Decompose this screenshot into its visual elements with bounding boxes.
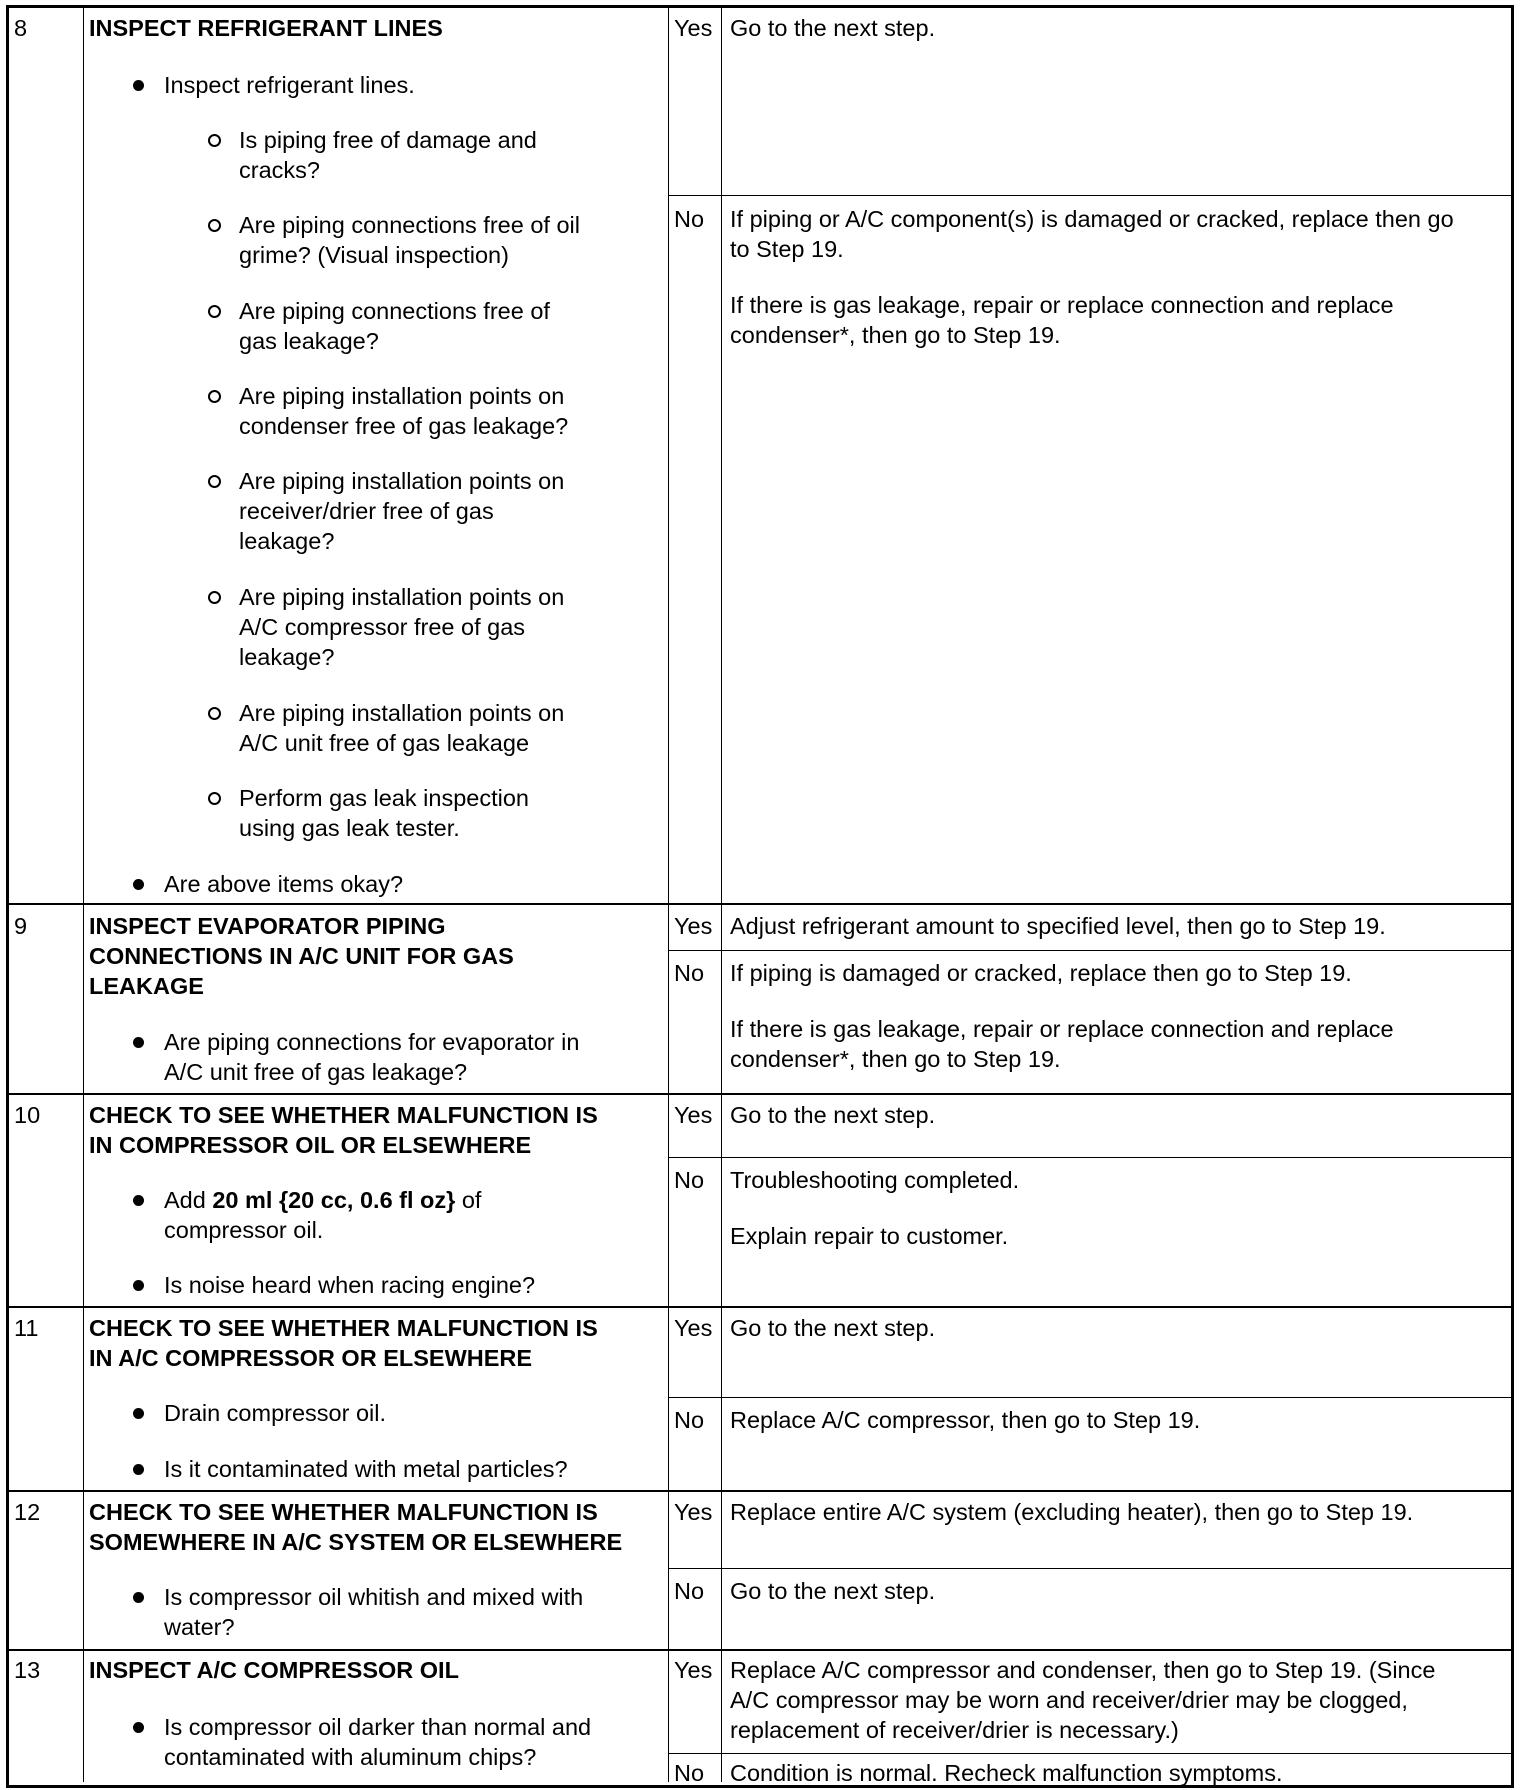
action-text: condenser*, then go to Step 19. xyxy=(730,1046,1061,1072)
step-title: CHECK TO SEE WHETHER MALFUNCTION IS xyxy=(89,1315,598,1341)
item-text: receiver/drier free of gas xyxy=(239,498,494,524)
item-text: Are piping connections for evaporator in xyxy=(164,1029,580,1055)
item-text: Is compressor oil whitish and mixed with xyxy=(164,1584,584,1610)
sub-bullet-icon xyxy=(208,475,221,488)
item-text: grime? (Visual inspection) xyxy=(239,242,509,268)
bullet-icon xyxy=(133,1408,144,1419)
step-title: INSPECT REFRIGERANT LINES xyxy=(89,15,443,41)
item-text-emphasis: 20 ml {20 cc, 0.6 fl oz} xyxy=(212,1187,456,1213)
action-text: A/C compressor may be worn and receiver/drier may be clogged, xyxy=(730,1687,1408,1713)
action-text: If there is gas leakage, repair or replace connection and replace xyxy=(730,292,1394,318)
item-text-segment: of xyxy=(455,1187,482,1213)
step-number: 8 xyxy=(14,15,28,41)
item-text: Are piping installation points on xyxy=(239,700,565,726)
outcome-divider xyxy=(668,950,1511,951)
step-title: CONNECTIONS IN A/C UNIT FOR GAS xyxy=(89,943,514,969)
bullet-icon xyxy=(133,1592,144,1603)
row-divider xyxy=(9,1649,1511,1651)
answer-label: No xyxy=(674,206,705,232)
sub-bullet-icon xyxy=(208,390,221,403)
bullet-icon xyxy=(133,1464,144,1475)
answer-label: No xyxy=(674,1760,705,1786)
item-text: Are piping installation points on xyxy=(239,383,565,409)
item-text: condenser free of gas leakage? xyxy=(239,413,569,439)
action-text: Replace entire A/C system (excluding heater), then go to Step 19. xyxy=(730,1499,1414,1525)
step-number: 10 xyxy=(14,1102,41,1128)
item-text: water? xyxy=(164,1614,235,1640)
outcome-divider xyxy=(668,1568,1511,1569)
item-text: Is it contaminated with metal particles? xyxy=(164,1456,568,1482)
answer-label: Yes xyxy=(674,1315,713,1341)
step-title: SOMEWHERE IN A/C SYSTEM OR ELSEWHERE xyxy=(89,1529,623,1555)
item-text: Is noise heard when racing engine? xyxy=(164,1272,536,1298)
row-divider xyxy=(9,1306,1511,1308)
sub-bullet-icon xyxy=(208,707,221,720)
answer-label: Yes xyxy=(674,1102,713,1128)
item-text: contaminated with aluminum chips? xyxy=(164,1744,537,1770)
sub-bullet-icon xyxy=(208,134,221,147)
action-text: Go to the next step. xyxy=(730,1315,936,1341)
item-text-segment: Add xyxy=(164,1187,213,1213)
outcome-divider xyxy=(668,1397,1511,1398)
column-divider-question xyxy=(668,8,669,1782)
item-text: A/C unit free of gas leakage xyxy=(239,730,530,756)
action-text: condenser*, then go to Step 19. xyxy=(730,322,1061,348)
step-number: 12 xyxy=(14,1499,41,1525)
action-text: Adjust refrigerant amount to specified level, then go to Step 19. xyxy=(730,913,1386,939)
item-text: Are piping connections free of xyxy=(239,298,550,324)
answer-label: No xyxy=(674,1578,705,1604)
answer-label: No xyxy=(674,960,705,986)
item-text: Are above items okay? xyxy=(164,871,404,897)
item-text: using gas leak tester. xyxy=(239,815,460,841)
action-text: Replace A/C compressor and condenser, then go to Step 19. (Since xyxy=(730,1657,1436,1683)
answer-label: Yes xyxy=(674,913,713,939)
action-text: Replace A/C compressor, then go to Step 19. xyxy=(730,1407,1201,1433)
row-divider xyxy=(9,903,1511,905)
answer-label: No xyxy=(674,1407,705,1433)
row-divider xyxy=(9,1093,1511,1095)
sub-bullet-icon xyxy=(208,219,221,232)
item-text: leakage? xyxy=(239,528,335,554)
item-text: gas leakage? xyxy=(239,328,379,354)
step-title: INSPECT A/C COMPRESSOR OIL xyxy=(89,1657,459,1683)
action-text: Troubleshooting completed. xyxy=(730,1167,1020,1193)
item-text: Are piping connections free of oil xyxy=(239,212,580,238)
item-text: Is compressor oil darker than normal and xyxy=(164,1714,592,1740)
row-divider xyxy=(9,1490,1511,1492)
bullet-icon xyxy=(133,1722,144,1733)
item-text: leakage? xyxy=(239,644,335,670)
item-text: cracks? xyxy=(239,157,320,183)
outcome-divider xyxy=(668,1157,1511,1158)
step-title: IN COMPRESSOR OIL OR ELSEWHERE xyxy=(89,1132,532,1158)
troubleshooting-table xyxy=(6,5,1514,1788)
action-text: to Step 19. xyxy=(730,236,844,262)
step-title: CHECK TO SEE WHETHER MALFUNCTION IS xyxy=(89,1499,598,1525)
answer-label: Yes xyxy=(674,1657,713,1683)
step-number: 13 xyxy=(14,1657,41,1683)
sub-bullet-icon xyxy=(208,792,221,805)
action-text: Explain repair to customer. xyxy=(730,1223,1009,1249)
item-text: A/C compressor free of gas xyxy=(239,614,526,640)
action-text: Condition is normal. Recheck malfunction symptoms. xyxy=(730,1760,1283,1786)
item-text-segment: compressor oil. xyxy=(164,1217,324,1243)
answer-label: Yes xyxy=(674,1499,713,1525)
outcome-divider xyxy=(668,1753,1511,1754)
step-title: LEAKAGE xyxy=(89,973,204,999)
bullet-icon xyxy=(133,1037,144,1048)
item-text: A/C unit free of gas leakage? xyxy=(164,1059,468,1085)
action-text: Go to the next step. xyxy=(730,1578,936,1604)
item-text: Are piping installation points on xyxy=(239,584,565,610)
step-number: 9 xyxy=(14,913,28,939)
item-text: Drain compressor oil. xyxy=(164,1400,387,1426)
bullet-icon xyxy=(133,879,144,890)
answer-label: No xyxy=(674,1167,705,1193)
action-text: Go to the next step. xyxy=(730,15,936,41)
item-text: Inspect refrigerant lines. xyxy=(164,72,415,98)
column-divider-answer xyxy=(721,8,722,1782)
answer-label: Yes xyxy=(674,15,713,41)
step-number: 11 xyxy=(14,1315,39,1341)
step-title: IN A/C COMPRESSOR OR ELSEWHERE xyxy=(89,1345,533,1371)
action-text: If piping is damaged or cracked, replace then go to Step 19. xyxy=(730,960,1352,986)
item-text xyxy=(164,1185,481,1215)
sub-bullet-icon xyxy=(208,591,221,604)
bullet-icon xyxy=(133,80,144,91)
step-title: CHECK TO SEE WHETHER MALFUNCTION IS xyxy=(89,1102,598,1128)
step-title: INSPECT EVAPORATOR PIPING xyxy=(89,913,446,939)
bullet-icon xyxy=(133,1195,144,1206)
action-text: Go to the next step. xyxy=(730,1102,936,1128)
sub-bullet-icon xyxy=(208,305,221,318)
action-text: If piping or A/C component(s) is damaged or cracked, replace then go xyxy=(730,206,1454,232)
action-text: replacement of receiver/drier is necessary.) xyxy=(730,1717,1179,1743)
item-text: Is piping free of damage and xyxy=(239,127,537,153)
item-text xyxy=(164,1215,323,1245)
item-text: Perform gas leak inspection xyxy=(239,785,529,811)
bullet-icon xyxy=(133,1280,144,1291)
item-text: Are piping installation points on xyxy=(239,468,565,494)
column-divider-step xyxy=(83,8,84,1782)
action-text: If there is gas leakage, repair or replace connection and replace xyxy=(730,1016,1394,1042)
outcome-divider xyxy=(668,195,1511,196)
